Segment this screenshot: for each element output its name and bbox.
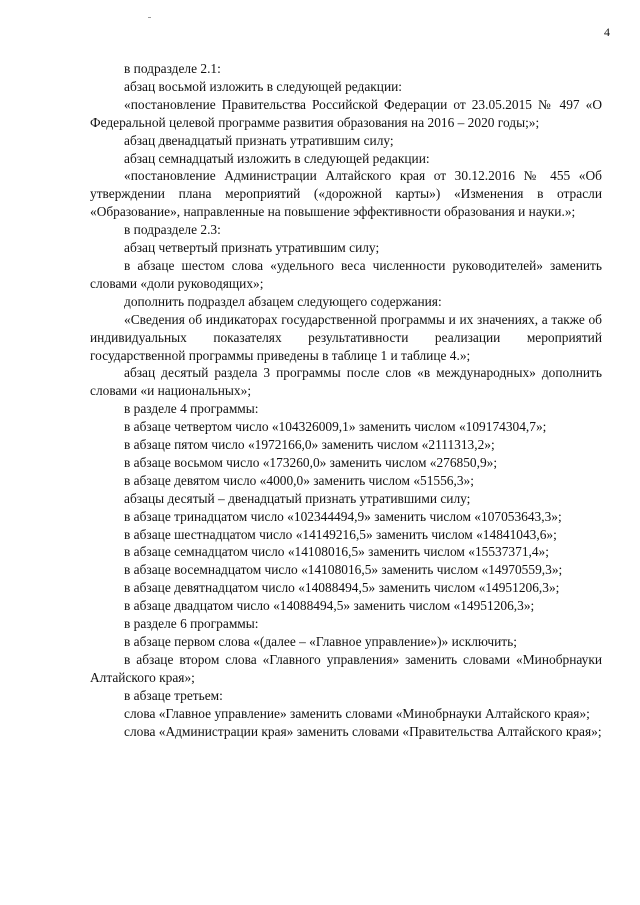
paragraph: в абзаце шестнадцатом число «14149216,5» заменить числом «14841043,6»; [124, 526, 557, 542]
paragraph: в абзаце восьмом число «173260,0» заменить числом «276850,9»; [124, 454, 498, 470]
document-body [90, 60, 602, 740]
paragraph: в абзаце третьем: [124, 687, 223, 703]
paragraph: в подразделе 2.3: [124, 222, 221, 238]
paragraph: в абзаце тринадцатом число «102344494,9» заменить числом «107053643,3»; [124, 508, 562, 524]
paragraph: в абзаце пятом число «1972166,0» заменить числом «2111313,2»; [124, 437, 495, 453]
paragraph: в абзаце втором слова «Главного управления» заменить словами «Минобрнауки Алтайского края»; [90, 651, 602, 685]
paragraph: «постановление Правительства Российской Федерации от 23.05.2015 № 497 «О Федеральной целевой программе развития образования на 2016 – 2020 годы;»; [90, 96, 602, 130]
paragraph: слова «Главное управление» заменить словами «Минобрнауки Алтайского края»; [124, 705, 590, 721]
paragraph: дополнить подраздел абзацем следующего содержания: [124, 293, 442, 309]
paragraph: в абзаце девятом число «4000,0» заменить числом «51556,3»; [124, 472, 474, 488]
paragraph: абзац семнадцатый изложить в следующей редакции: [124, 150, 430, 166]
paragraph: в разделе 4 программы: [124, 401, 259, 417]
paragraph: в абзаце семнадцатом число «14108016,5» заменить числом «15537371,4»; [124, 544, 549, 560]
scan-speck [148, 17, 151, 18]
paragraph: в абзаце двадцатом число «14088494,5» заменить числом «14951206,3»; [124, 598, 535, 614]
paragraph: абзац двенадцатый признать утратившим силу; [124, 132, 394, 148]
paragraph: в абзаце первом слова «(далее – «Главное управление»)» исключить; [124, 634, 517, 649]
paragraph: в разделе 6 программы: [124, 616, 259, 632]
paragraph: «Сведения об индикаторах государственной программы и их значениях, а также об индивидуальных показателях результативности реализации мероприятий государственной программы приведены в таблице 1 и таблице 4.»; [90, 311, 602, 363]
paragraph: в абзаце четвертом число «104326009,1» заменить числом «109174304,7»; [124, 419, 547, 435]
paragraph: абзац десятый раздела 3 программы после слов «в международных» дополнить словами «и национальных»; [90, 365, 602, 399]
paragraph: в подразделе 2.1: [124, 61, 221, 76]
paragraph: абзац восьмой изложить в следующей редакции: [124, 78, 403, 94]
paragraph: в абзаце шестом слова «удельного веса численности руководителей» заменить словами «доли руководящих»; [90, 257, 602, 291]
paragraph: абзац четвертый признать утратившим силу; [124, 240, 380, 256]
paragraph: слова «Администрации края» заменить словами «Правительства Алтайского края»; [124, 723, 602, 739]
page-number: 4 [604, 25, 610, 39]
paragraph: абзацы десятый – двенадцатый признать утратившими силу; [124, 490, 471, 506]
paragraph: в абзаце девятнадцатом число «14088494,5» заменить числом «14951206,3»; [124, 580, 560, 596]
paragraph: «постановление Администрации Алтайского края от 30.12.2016 № 455 «Об утверждении плана мероприятий («дорожной карты») «Изменения в отрасли «Образование», направленные на повышение эффективности образования и науки.»; [90, 168, 602, 220]
paragraph: в абзаце восемнадцатом число «14108016,5» заменить числом «14970559,3»; [124, 562, 563, 578]
